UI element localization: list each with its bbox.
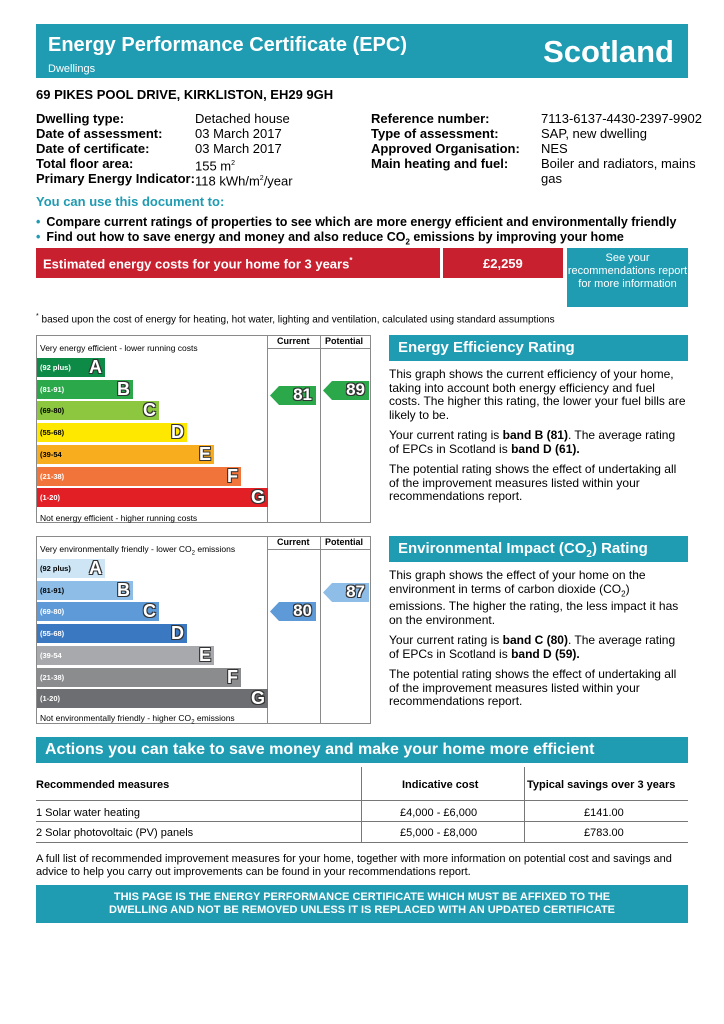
energy-efficiency-heading: Energy Efficiency Rating (389, 335, 688, 361)
assessment-type-value: SAP, new dwelling (541, 126, 647, 141)
band-range-label: (81-91) (40, 585, 65, 595)
band-letter: F (227, 465, 238, 486)
rating-band-e (37, 445, 214, 464)
rating-value: 81 (293, 384, 312, 404)
band-letter: C (143, 601, 156, 622)
graph-top-caption: Very energy efficient - lower running costs (40, 343, 198, 353)
rating-value: 80 (293, 600, 312, 620)
savings-column-header: Typical savings over 3 years (527, 779, 676, 791)
rating-band-a (37, 559, 105, 578)
graph-divider (320, 336, 321, 522)
primary-energy-label: Primary Energy Indicator: (36, 171, 195, 186)
use-document-heading: You can use this document to: (36, 194, 225, 209)
band-letter: E (198, 644, 211, 665)
details-right-values (541, 111, 711, 186)
band-range-label: (81-91) (40, 384, 65, 394)
current-column-header: Current (277, 537, 310, 547)
table-header-row (36, 767, 688, 801)
graph-header-line (267, 549, 370, 550)
details-right-labels (371, 111, 520, 171)
graph-top-caption: Very environmentally friendly - lower $CO_2$ emissions (40, 544, 236, 557)
estimated-cost-label: Estimated energy costs for your home for 3 years* (43, 256, 353, 272)
eer-paragraph-1: This graph shows the current efficiency of your home, taking into account both energy efficiency and fuel costs. The higher this rating, the lower your fuel bills are likely to be. (389, 367, 686, 422)
cost-footnote: * based upon the cost of energy for heating, hot water, lighting and ventilation, calculated using standard assumptions (36, 313, 555, 326)
property-address: 69 PIKES POOL DRIVE, KIRKLISTON, EH29 9GH (36, 87, 334, 102)
table-row (36, 801, 688, 822)
environmental-impact-graph (36, 536, 371, 724)
eir-paragraph-3: The potential rating shows the effect of undertaking all of the improvement measures listed within your recommendations report. (389, 667, 677, 709)
rating-band-e (37, 646, 214, 665)
rating-band-d (37, 423, 187, 442)
eer-paragraph-2: Your current rating is band B (81). The average rating of EPCs in Scotland is band D (61). (389, 428, 676, 456)
band-letter: B (117, 579, 130, 600)
rating-band-f (37, 467, 241, 486)
band-range-label: (21-38) (40, 672, 65, 682)
potential-column-header: Potential (325, 336, 364, 346)
measure-cell: 1 Solar water heating (36, 807, 140, 819)
reference-number-value: 7113-6137-4430-2397-9902 (541, 111, 702, 126)
savings-cell: £141.00 (584, 807, 624, 819)
dwelling-type-label: Dwelling type: (36, 111, 125, 126)
cost-cell: £5,000 - £8,000 (400, 827, 478, 839)
environmental-impact-text (389, 569, 688, 716)
band-letter: G (250, 487, 265, 508)
band-letter: D (171, 422, 184, 443)
band-letter: A (89, 357, 102, 377)
current-rating-arrow (270, 386, 316, 405)
bullet-save: • Find out how to save energy and money and also reduce $CO_2$ emissions by improving your home (36, 230, 624, 247)
band-range-label: (55-68) (40, 629, 65, 639)
assessment-type-label: Type of assessment: (371, 126, 499, 141)
band-range-label: (21-38) (40, 471, 65, 481)
measure-cell: 2 Solar photovoltaic (PV) panels (36, 827, 194, 839)
current-column-header: Current (277, 336, 310, 346)
potential-rating-arrow (323, 381, 369, 400)
cost-column-header: Indicative cost (402, 779, 479, 791)
rating-value: 89 (346, 379, 365, 399)
rating-band-b (37, 380, 133, 399)
use-bullets (36, 215, 676, 250)
measures-column-header: Recommended measures (36, 779, 170, 791)
band-letter: A (89, 558, 102, 578)
certificate-date-value: 03 March 2017 (195, 141, 282, 156)
heating-fuel-label: Main heating and fuel: (371, 156, 509, 171)
heating-fuel-value: Boiler and radiators, mains gas (541, 156, 696, 186)
band-letter: D (171, 623, 184, 644)
floor-area-value: 155 $m^2$ (195, 158, 236, 174)
band-letter: E (198, 443, 211, 464)
affix-notice-banner (36, 885, 688, 923)
assessment-date-value: 03 March 2017 (195, 126, 282, 141)
header-country: Scotland (543, 34, 674, 69)
rating-band-c (37, 602, 159, 621)
header-subtitle: Dwellings (48, 63, 96, 75)
energy-efficiency-text (389, 368, 688, 511)
band-range-label: (39-54 (40, 449, 62, 459)
graph-header-line (267, 348, 370, 349)
current-rating-arrow (270, 602, 316, 621)
band-range-label: (55-68) (40, 428, 65, 438)
graph-bottom-caption: Not environmentally friendly - higher $CO_2$ emissions (40, 713, 235, 726)
band-letter: C (143, 400, 156, 421)
floor-area-label: Total floor area: (36, 156, 134, 171)
estimated-cost-bar (36, 248, 563, 278)
band-range-label: (39-54 (40, 650, 62, 660)
see-recommendations-link[interactable]: See your recommendations report for more information (567, 248, 688, 307)
full-list-note: A full list of recommended improvement measures for your home, together with more information on potential cost and savings and advice to help you carry out improvements can be found in your recommendations report. (36, 853, 672, 878)
energy-efficiency-graph (36, 335, 371, 523)
band-range-label: (1-20) (40, 694, 61, 704)
rating-band-a (37, 358, 105, 377)
potential-column-header: Potential (325, 537, 364, 547)
reference-number-label: Reference number: (371, 111, 490, 126)
banner-line-2: DWELLING AND NOT BE REMOVED UNLESS IT IS REPLACED WITH AN UPDATED CERTIFICATE (109, 904, 615, 916)
eer-paragraph-3: The potential rating shows the effect of undertaking all of the improvement measures listed within your recommendations report. (389, 462, 677, 503)
graph-divider (320, 537, 321, 723)
band-range-label: (69-80) (40, 406, 65, 416)
approved-org-label: Approved Organisation: (371, 141, 520, 156)
epc-header (36, 24, 688, 78)
rating-band-c (37, 401, 159, 420)
band-range-label: (1-20) (40, 493, 61, 503)
rating-band-g (37, 689, 268, 708)
assessment-date-label: Date of assessment: (36, 126, 163, 141)
approved-org-value: NES (541, 141, 568, 156)
eir-paragraph-1: This graph shows the effect of your home on the environment in terms of carbon dioxide $(CO_2)$ emissions. The higher the rating, the less impact it has on the environment. (389, 568, 679, 627)
rating-value: 87 (346, 582, 365, 602)
band-range-label: (69-80) (40, 607, 65, 617)
rating-band-g (37, 488, 268, 507)
primary-energy-value: 118 kWh/$m^2$/year (195, 173, 293, 189)
certificate-date-label: Date of certificate: (36, 141, 150, 156)
details-left-labels (36, 111, 195, 186)
band-letter: B (117, 378, 130, 399)
environmental-impact-heading: Environmental Impact $(CO_2)$ Rating (389, 536, 688, 562)
estimated-cost-value: £2,259 (483, 256, 523, 271)
header-title: Energy Performance Certificate (EPC) (48, 34, 408, 56)
potential-rating-arrow (323, 583, 369, 602)
cost-cell: £4,000 - £6,000 (400, 807, 478, 819)
dwelling-type-value: Detached house (195, 111, 290, 126)
graph-bottom-caption: Not energy efficient - higher running costs (40, 513, 198, 523)
band-range-label: (92 plus) (40, 564, 71, 573)
bullet-compare: • Compare current ratings of properties to see which are more energy efficient and environmentally friendly (36, 215, 677, 229)
cost-separator (440, 248, 443, 278)
band-letter: G (250, 688, 265, 709)
details-left-values (195, 111, 293, 189)
savings-cell: £783.00 (584, 827, 624, 839)
actions-heading: Actions you can take to save money and make your home more efficient (36, 737, 688, 763)
table-row (36, 822, 688, 843)
rating-band-f (37, 668, 241, 687)
rating-band-d (37, 624, 187, 643)
banner-line-1: THIS PAGE IS THE ENERGY PERFORMANCE CERTIFICATE WHICH MUST BE AFFIXED TO THE (113, 891, 611, 903)
band-letter: F (227, 666, 238, 687)
eir-paragraph-2: Your current rating is band C (80). The average rating of EPCs in Scotland is band D (59). (389, 633, 676, 661)
rating-band-b (37, 581, 133, 600)
band-range-label: (92 plus) (40, 363, 71, 372)
